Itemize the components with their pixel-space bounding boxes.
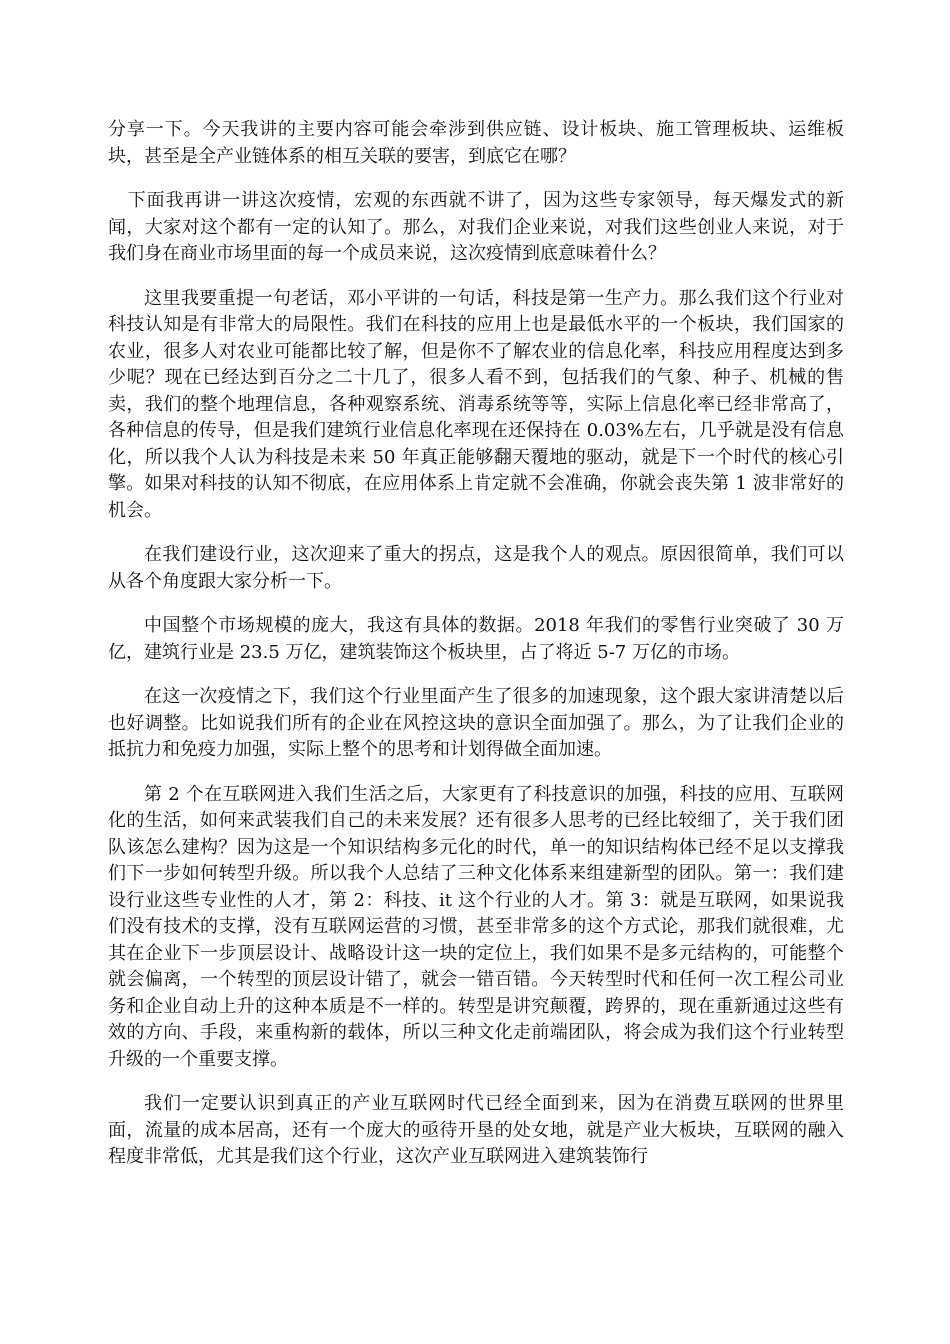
paragraph-5: 中国整个市场规模的庞大，我这有具体的数据。2018 年我们的零售行业突破了 30 万亿，建筑行业是 23.5 万亿，建筑装饰这个板块里，占了将近 5-7 万亿的市场。	[108, 615, 844, 663]
document-page	[108, 117, 844, 1171]
paragraph-3: 这里我要重提一句老话，邓小平讲的一句话，科技是第一生产力。那么我们这个行业对科技认知是有非常大的局限性。我们在科技的应用上也是最低水平的一个板块，我们国家的农业，很多人对农业可能都比较了解，但是你不了解农业的信息化率，科技应用程度达到多少呢？现在已经达到百分之二十几了，很多人看不到，包括我们的气象、种子、机械的售卖，我们的整个地理信息，各种观察系统、消毒系统等等，实际上信息化率已经非常高了，各种信息的传导，但是我们建筑行业信息化率现在还保持在 0.03%左右，几乎就是没有信息化，所以我个人认为科技是未来 50 年真正能够翻天覆地的驱动，就是下一个时代的核心引擎。如果对科技的认知不彻底，在应用体系上肯定就不会准确，你就会丧失第 1 波非常好的机会。	[108, 287, 844, 521]
paragraph-8: 我们一定要认识到真正的产业互联网时代已经全面到来，因为在消费互联网的世界里面，流量的成本居高，还有一个庞大的亟待开垦的处女地，就是产业大板块，互联网的融入程度非常低，尤其是我们这个行业，这次产业互联网进入建筑装饰行	[108, 1093, 844, 1167]
paragraph-1: 分享一下。今天我讲的主要内容可能会牵涉到供应链、设计板块、施工管理板块、运维板块，甚至是全产业链体系的相互关联的要害，到底它在哪？	[108, 119, 844, 167]
paragraph-2: 下面我再讲一讲这次疫情，宏观的东西就不讲了，因为这些专家领导，每天爆发式的新闻，大家对这个都有一定的认知了。那么，对我们企业来说，对我们这些创业人来说，对于我们身在商业市场里面的每一个成员来说，这次疫情到底意味着什么？	[108, 190, 844, 264]
paragraph-6: 在这一次疫情之下，我们这个行业里面产生了很多的加速现象，这个跟大家讲清楚以后也好调整。比如说我们所有的企业在风控这块的意识全面加强了。那么，为了让我们企业的抵抗力和免疫力加强，实际上整个的思考和计划得做全面加速。	[108, 686, 844, 760]
paragraph-4: 在我们建设行业，这次迎来了重大的拐点，这是我个人的观点。原因很简单，我们可以从各个角度跟大家分析一下。	[108, 544, 844, 592]
paragraph-7: 第 2 个在互联网进入我们生活之后，大家更有了科技意识的加强，科技的应用、互联网化的生活，如何来武装我们自己的未来发展？还有很多人思考的已经比较细了，关于我们团队该怎么建构？因为这是一个知识结构多元化的时代，单一的知识结构体已经不足以支撑我们下一步如何转型升级。所以我个人总结了三种文化体系来组建新型的团队。第一：我们建设行业这些专业性的人才，第 2：科技、it 这个行业的人才。第 3：就是互联网，如果说我们没有技术的支撑，没有互联网运营的习惯，甚至非常多的这个方式论，那我们就很难，尤其在企业下一步顶层设计、战略设计这一块的定位上，我们如果不是多元结构的，可能整个就会偏离，一个转型的顶层设计错了，就会一错百错。今天转型时代和任何一次工程公司业务和企业自动上升的这种本质是不一样的。转型是讲究颠覆，跨界的，现在重新通过这些有效的方向、手段，来重构新的载体，所以三种文化走前端团队，将会成为我们这个行业转型升级的一个重要支撑。	[108, 783, 844, 1070]
